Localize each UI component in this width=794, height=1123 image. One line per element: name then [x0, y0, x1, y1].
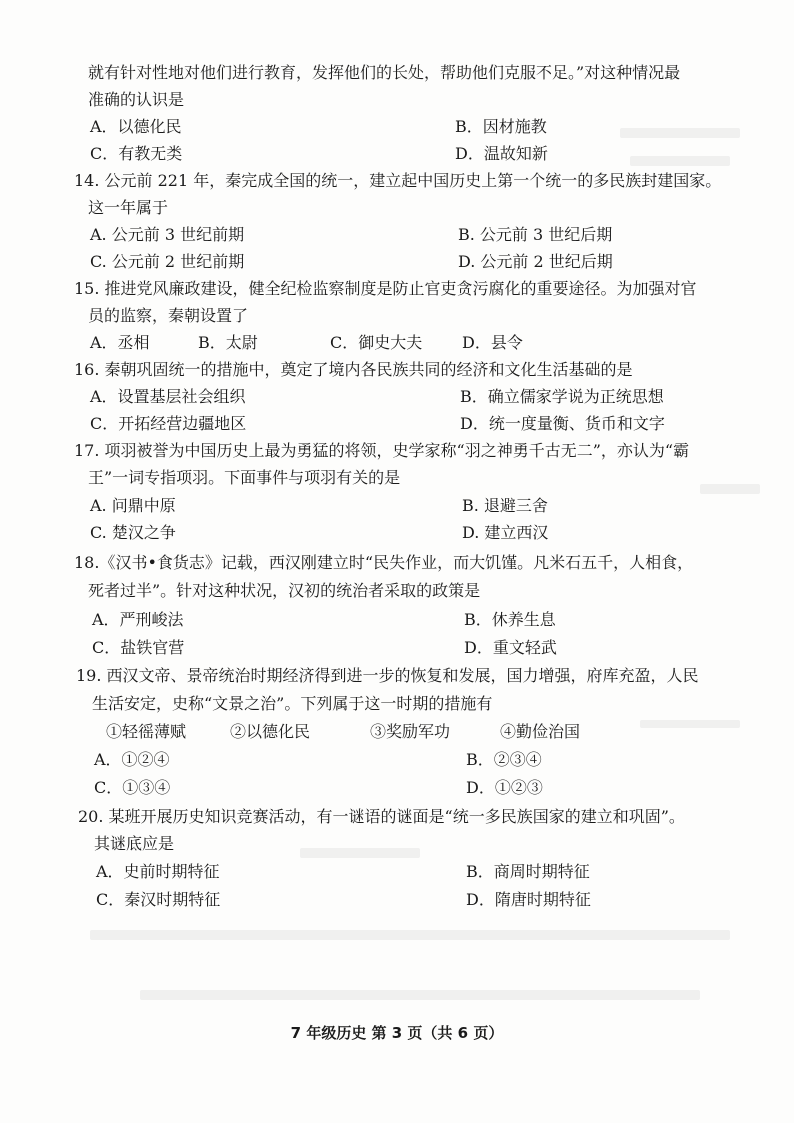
q15-stem-line2: 员的监察，秦朝设置了: [88, 306, 249, 325]
q14-option-a: A. 公元前 3 世纪前期: [90, 225, 245, 244]
q16-stem-line1: 16. 秦朝巩固统一的措施中，奠定了境内各民族共同的经济和文化生活基础的是: [74, 360, 633, 379]
q13-option-d: D．温故知新: [455, 144, 548, 163]
q19-item-3: ③奖励军功: [370, 722, 451, 741]
q19-item-1: ①轻徭薄赋: [106, 722, 187, 741]
scan-artifact: [90, 930, 730, 940]
q13-stem-line2: 准确的认识是: [88, 90, 185, 109]
q19-stem-line2: 生活安定，史称“文景之治”。下列属于这一时期的措施有: [92, 694, 493, 713]
q16-option-d: D．统一度量衡、货币和文字: [460, 414, 665, 433]
q14-stem-line2: 这一年属于: [88, 198, 169, 217]
q15-option-b: B．太尉: [198, 333, 258, 352]
q17-option-a: A. 问鼎中原: [90, 496, 176, 515]
scan-artifact: [140, 990, 700, 1000]
scan-artifact: [700, 484, 760, 494]
q20-stem-line1: 20. 某班开展历史知识竞赛活动，有一谜语的谜面是“统一多民族国家的建立和巩固”。: [78, 807, 685, 826]
scan-artifact: [640, 720, 740, 728]
scan-artifact: [620, 128, 740, 138]
q16-option-b: B．确立儒家学说为正统思想: [460, 387, 664, 406]
q18-option-d: D．重文轻武: [464, 638, 557, 657]
q20-option-c: C．秦汉时期特征: [96, 890, 221, 909]
q18-option-a: A．严刑峻法: [92, 610, 184, 629]
q17-option-c: C. 楚汉之争: [90, 523, 176, 542]
q13-stem-line1: 就有针对性地对他们进行教育，发挥他们的长处，帮助他们克服不足。”对这种情况最: [88, 63, 681, 82]
q18-option-b: B．休养生息: [464, 610, 556, 629]
q19-stem-line1: 19. 西汉文帝、景帝统治时期经济得到进一步的恢复和发展，国力增强，府库充盈，人民: [76, 666, 699, 685]
q13-option-c: C．有教无类: [90, 144, 183, 163]
q20-stem-line2: 其谜底应是: [94, 834, 175, 853]
page-footer: 7 年级历史 第 3 页（共 6 页）: [290, 1024, 504, 1042]
q17-stem-line2: 王”一词专指项羽。下面事件与项羽有关的是: [88, 468, 401, 487]
q14-stem-line1: 14. 公元前 221 年，秦完成全国的统一，建立起中国历史上第一个统一的多民族封建国家。: [74, 171, 722, 190]
q14-option-d: D. 公元前 2 世纪后期: [458, 252, 613, 271]
q15-option-c: C．御史大夫: [330, 333, 423, 352]
q15-option-a: A．丞相: [90, 333, 150, 352]
q14-option-c: C. 公元前 2 世纪前期: [90, 252, 245, 271]
q15-option-d: D．县令: [462, 333, 523, 352]
q13-option-a: A．以德化民: [90, 117, 182, 136]
q20-option-d: D．隋唐时期特征: [466, 890, 591, 909]
q16-option-c: C．开拓经营边疆地区: [90, 414, 247, 433]
scan-artifact: [300, 848, 420, 858]
scan-artifact: [630, 156, 730, 166]
q20-option-b: B．商周时期特征: [466, 862, 590, 881]
q19-option-b: B．②③④: [466, 750, 542, 769]
q19-item-4: ④勤俭治国: [500, 722, 581, 741]
q17-option-b: B. 退避三舍: [462, 496, 548, 515]
q18-option-c: C．盐铁官营: [92, 638, 185, 657]
q16-option-a: A．设置基层社会组织: [90, 387, 246, 406]
q13-option-b: B．因材施教: [455, 117, 547, 136]
q19-option-a: A．①②④: [94, 750, 170, 769]
q14-option-b: B. 公元前 3 世纪后期: [458, 225, 613, 244]
q19-option-c: C．①③④: [94, 778, 171, 797]
q18-stem-line2: 死者过半”。针对这种状况，汉初的统治者采取的政策是: [88, 581, 481, 600]
q19-option-d: D．①②③: [466, 778, 543, 797]
q17-stem-line1: 17. 项羽被誉为中国历史上最为勇猛的将领，史学家称“羽之神勇千古无二”，亦认为“霸: [74, 441, 690, 460]
q15-stem-line1: 15. 推进党风廉政建设，健全纪检监察制度是防止官吏贪污腐化的重要途径。为加强对官: [74, 279, 697, 298]
q18-stem-line1: 18.《汉书•食货志》记载，西汉刚建立时“民失作业，而大饥馑。凡米石五千，人相食，: [74, 553, 694, 572]
q20-option-a: A．史前时期特征: [96, 862, 220, 881]
q19-item-2: ②以德化民: [230, 722, 311, 741]
q17-option-d: D. 建立西汉: [462, 523, 549, 542]
